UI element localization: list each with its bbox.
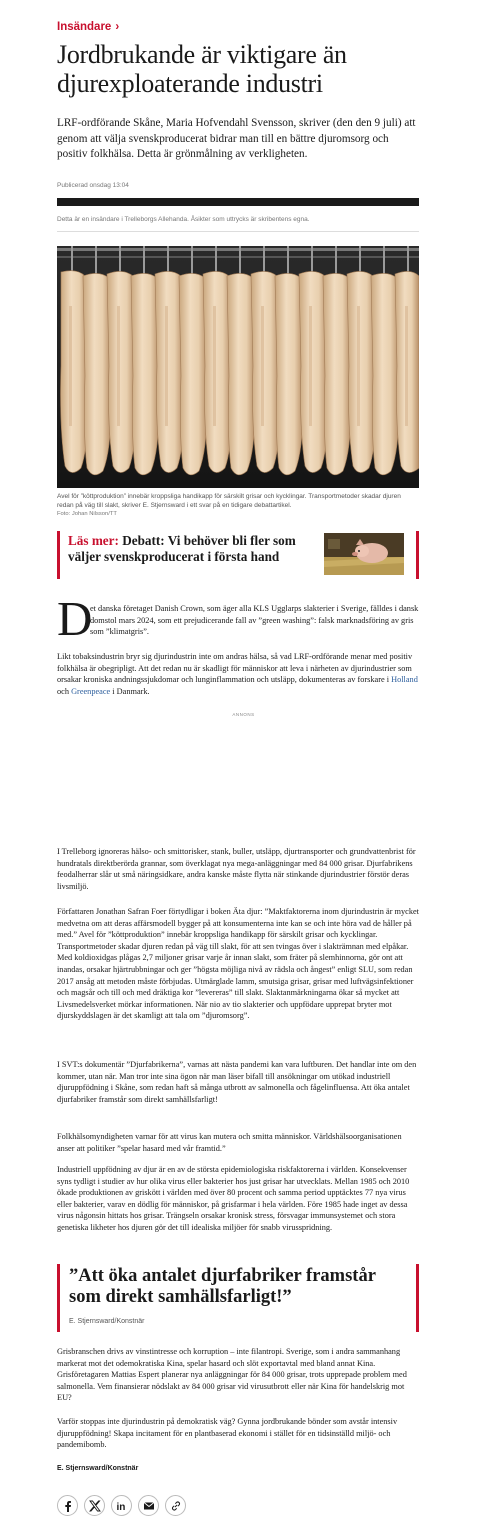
opinion-disclaimer: Detta är en insändare i Trelleborgs Allehanda. Åsikter som uttrycks är skribentens egna. <box>57 216 310 223</box>
chevron-right-icon: › <box>115 21 120 33</box>
link-greenpeace[interactable]: Greenpeace <box>71 686 111 696</box>
quote-bar-right <box>416 1264 419 1332</box>
pull-quote-byline: E. Stjernsward/Konstnär <box>69 1318 145 1325</box>
divider-thick <box>57 198 419 206</box>
author-signature: E. Stjernsward/Konstnär <box>57 1465 139 1472</box>
read-more-link[interactable] <box>68 533 308 565</box>
share-linkedin-button[interactable] <box>111 1495 132 1516</box>
share-facebook-button[interactable] <box>57 1495 78 1516</box>
facebook-icon <box>62 1500 74 1512</box>
body-paragraph-1: et danska företaget Danish Crown, som äger alla KLS Ugglarps slakterier i Sverige, fälldes i dansk domstol mars 2024, som ett prejudicerande fall av ”green washing”: falsk marknadsföring av gris som ”klimatgris”. <box>90 604 419 637</box>
read-more-thumbnail[interactable] <box>324 533 404 575</box>
link-holland[interactable]: Holland <box>391 675 418 685</box>
hero-image <box>57 246 419 488</box>
image-caption: Avel för ”köttproduktion” innebär kroppsliga handikapp för särskilt grisar och kycklingar. Transportmetoder skadar djuren redan på väg till slakt, skriver E. Stjernsward i ett svar på en tidigare debattartikel. <box>57 493 401 509</box>
pull-quote-text: ”Att öka antalet djurfabriker framstår som direkt samhällsfarligt!” <box>69 1266 376 1307</box>
linkedin-icon <box>116 1500 128 1512</box>
article-title: Jordbrukande är viktigare än djurexploaterande industri <box>57 40 347 98</box>
body-paragraph-3: I Trelleborg ignoreras hälso- och smittorisker, stank, buller, utsläpp, djurtransporter och grundvattenbrist för hundratals direktberörda grannar, som överklagat nya mega-anläggningar med 84 000 grisar. Djurfabrikens feodalherrar slår ut små näringsidkare, andra kanske måste flytta när stinkande djurindustrier förstör deras livsmiljö. <box>57 847 416 891</box>
section-link[interactable] <box>57 21 119 33</box>
read-more-text: Debatt: Vi behöver bli fler som väljer svenskproducerat i första hand <box>68 533 296 564</box>
link-icon <box>170 1500 182 1512</box>
drop-cap: D <box>57 591 93 646</box>
paragraph-2-text-b: och <box>57 686 72 696</box>
body-paragraph-5: I SVT:s dokumentär ”Djurfabrikerna”, varnas att nästa pandemi kan vara luftburen. Det handlar inte om den kommer, utan när. Man tror inte sina ögon när man läser bifall till ansökningar om utökad industriell djuruppfödning i Skåne, som redan haft så många utbrott av salmonella och fågelinfluensa. Att öka antalet djurfabriker framstår som direkt samhällsfarligt! <box>57 1060 417 1104</box>
read-more-box[interactable] <box>57 531 419 579</box>
mail-icon <box>143 1500 155 1512</box>
divider <box>57 231 419 232</box>
published-date: Publicerad onsdag 13:04 <box>57 182 129 189</box>
paragraph-2-text-a: Likt tobaksindustrin bryr sig djurindustrin inte om andras hälsa, så vad LRF-ordförande menar med positiv folkhälsa är obegripligt. Att det redan nu är skadligt för människor att leva i närheten av djurindustrier som orsakar kroniska andningssjukdomar och lunginflammation och utsläpp, dokumenteras av forskare i <box>57 652 413 685</box>
quote-bar-left <box>57 1264 60 1332</box>
body-paragraph-7: Industriell uppfödning av djur är en av de största epidemiologiska riskfaktorerna i världen. Konsekvenser syns tydligt i studier av hur olika virus eller bakterier hos just grisar har utvecklats. Mellan 1985 och 2010 ökade produktionen av griskött i världen med över 80 procent och samma period upptäcktes 77 nya virus eller bakterier, varav en dödlig för människor, på grisfarmar i hela världen. Före 1985 hade inget av dessa virus någonsin hittats hos grisar. Trängseln orsakar kronisk stress, försvagar immunsystemet och stora genetiska likheter hos djuren gör det till idealiska miljöer för snabb virusspridning. <box>57 1165 410 1232</box>
share-mail-button[interactable] <box>138 1495 159 1516</box>
read-more-label: Läs mer: <box>68 533 119 548</box>
body-paragraph-6: Folkhälsomyndigheten varnar för att virus kan mutera och smitta människor. Världshälsoorganisationen anser att politiker ”spelar hasard med vår framtid.” <box>57 1132 402 1153</box>
accent-bar-left <box>57 531 60 579</box>
body-paragraph-4: Författaren Jonathan Safran Foer förtydligar i boken Äta djur: ”Maktfaktorerna inom djurindustrin är mycket medvetna om att deras affärsmodell bygger på att konsumenterna inte kan se och inte höra vad de håller på med.” Avel för ”köttproduktion” innebär kroppsliga handikapp för särskilt grisar och kycklingar. Transportmetoder skadar djuren redan på väg till slakt, för att sen tvingas över i slakträmnan med elpåkar. Med koldioxidgas plågas 2,7 miljoner grisar varje år innan slakt, som fräter på slemhinnorna, gör ont att inandas, orsakar hjärtrubbningar och ger ”högsta möjliga nivå av rädsla och ångest” enligt SLU, som redan 2017 ansåg att metoden måste förbjudas. Utmärglade lamm, smutsiga grisar, grisar med luftvägsinfektioner och magsår och till och med dräktiga kor ”levereras” till slakt. Slaktanmärkningarna ökar så mycket att Livsmedelsverket mörkar informationen. När nio av tio slakterier och uppfödare upprepat bryter mot djurskyddslagen är det skamligt att tala om ”djuromsorg”. <box>57 907 419 1021</box>
section-label[interactable]: Insändare <box>57 21 112 33</box>
article-lead: LRF-ordförande Skåne, Maria Hofvendahl Svensson, skriver (den den 9 juli) att genom att välja svenskproducerat bidrar man till en bättre djuromsorg och positiv folkhälsa. Detta är grönmålning av verkligheten. <box>57 117 416 160</box>
body-paragraph-9: Varför stoppas inte djurindustrin på demokratisk väg? Gynna jordbrukande bönder som avstår intensiv djuruppfödning! Skapa incitament för en plantbaserad ekonomi i stället för en tidsinställd miljö- och pandemibomb. <box>57 1417 398 1450</box>
ad-label: ANNONS <box>232 712 255 717</box>
share-x-button[interactable] <box>84 1495 105 1516</box>
body-paragraph-8: Grisbranschen drivs av vinstintresse och korruption – inte filantropi. Sverige, som i andra sammanhang markerat mot det odemokratiska Kina, spelar hasard och slöt exportavtal med bland annat Kina. Grisföretagaren Mattias Espert planerar nya anläggningar för 84 000 grisar, trots upprepade problem med salmonella. Vem finansierar nödslakt av 84 000 grisar vid virusutbrott eller när Kina för handelskrig mot EU? <box>57 1347 407 1403</box>
paragraph-2-text-c: i Danmark. <box>110 686 150 696</box>
accent-bar-right <box>416 531 419 579</box>
body-paragraph-2 <box>57 651 419 697</box>
image-credit: Foto: Johan Nilsson/TT <box>57 511 117 517</box>
x-icon <box>89 1500 101 1512</box>
pull-quote <box>57 1264 419 1332</box>
share-link-button[interactable] <box>165 1495 186 1516</box>
svg-text:in: in <box>116 1501 125 1512</box>
